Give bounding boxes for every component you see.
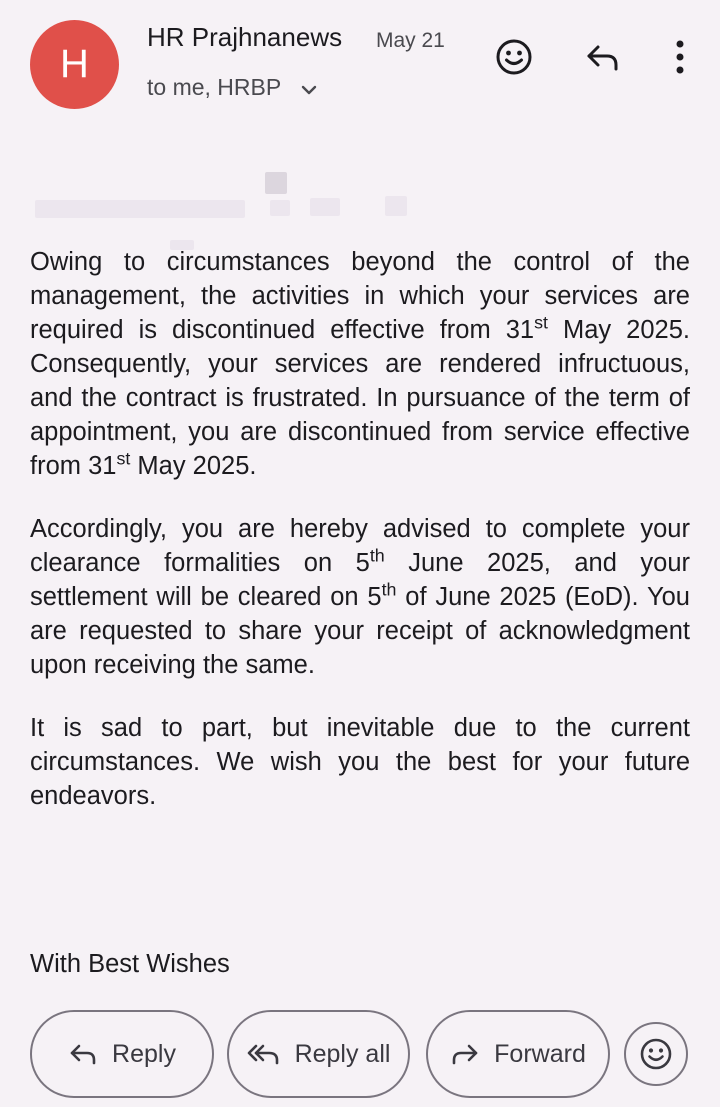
- reply-icon[interactable]: [582, 37, 622, 77]
- avatar[interactable]: H: [30, 20, 119, 109]
- recipients-toggle[interactable]: [147, 74, 317, 102]
- sender-name[interactable]: HR Prajhnanews: [147, 22, 343, 52]
- reply-all-label: Reply all: [294, 1039, 391, 1068]
- reply-button[interactable]: [30, 1010, 214, 1098]
- body-paragraph-1: Owing to circumstances beyond the control of the management, the activities in which your services are required is discontinued effective from 31st May 2025. Consequently, your services are rendered infructuous, and the contract is frustrated. In pursuance of the term of appointment, you are discontinued from service effective from 31st May 2025.: [30, 248, 690, 480]
- forward-button[interactable]: [426, 1010, 610, 1098]
- forward-icon: [450, 1042, 480, 1066]
- reply-label: Reply: [112, 1039, 176, 1068]
- email-date: May 21: [376, 29, 445, 52]
- redacted-line: [30, 170, 420, 220]
- reply-icon: [68, 1042, 98, 1066]
- body-paragraph-3: It is sad to part, but inevitable due to the current circumstances. We wish you the best for your future endeavors.: [30, 714, 690, 810]
- email-body: [30, 245, 690, 842]
- signoff: With Best Wishes: [30, 950, 230, 978]
- recipients-label: to me, HRBP: [147, 74, 281, 100]
- emoji-reaction-button[interactable]: [624, 1022, 688, 1086]
- chevron-down-icon[interactable]: [301, 75, 317, 102]
- body-paragraph-2: Accordingly, you are hereby advised to complete your clearance formalities on 5th June 2025, and your settlement will be cleared on 5th of June 2025 (EoD). You are requested to share your receipt of acknowledgment upon receiving the same.: [30, 515, 690, 679]
- reply-all-button[interactable]: [227, 1010, 410, 1098]
- reply-all-icon: [247, 1042, 281, 1066]
- emoji-icon: [639, 1037, 673, 1071]
- email-header: [0, 0, 720, 130]
- emoji-reaction-icon[interactable]: [494, 37, 534, 77]
- forward-label: Forward: [494, 1039, 586, 1068]
- more-vert-icon[interactable]: [660, 37, 700, 77]
